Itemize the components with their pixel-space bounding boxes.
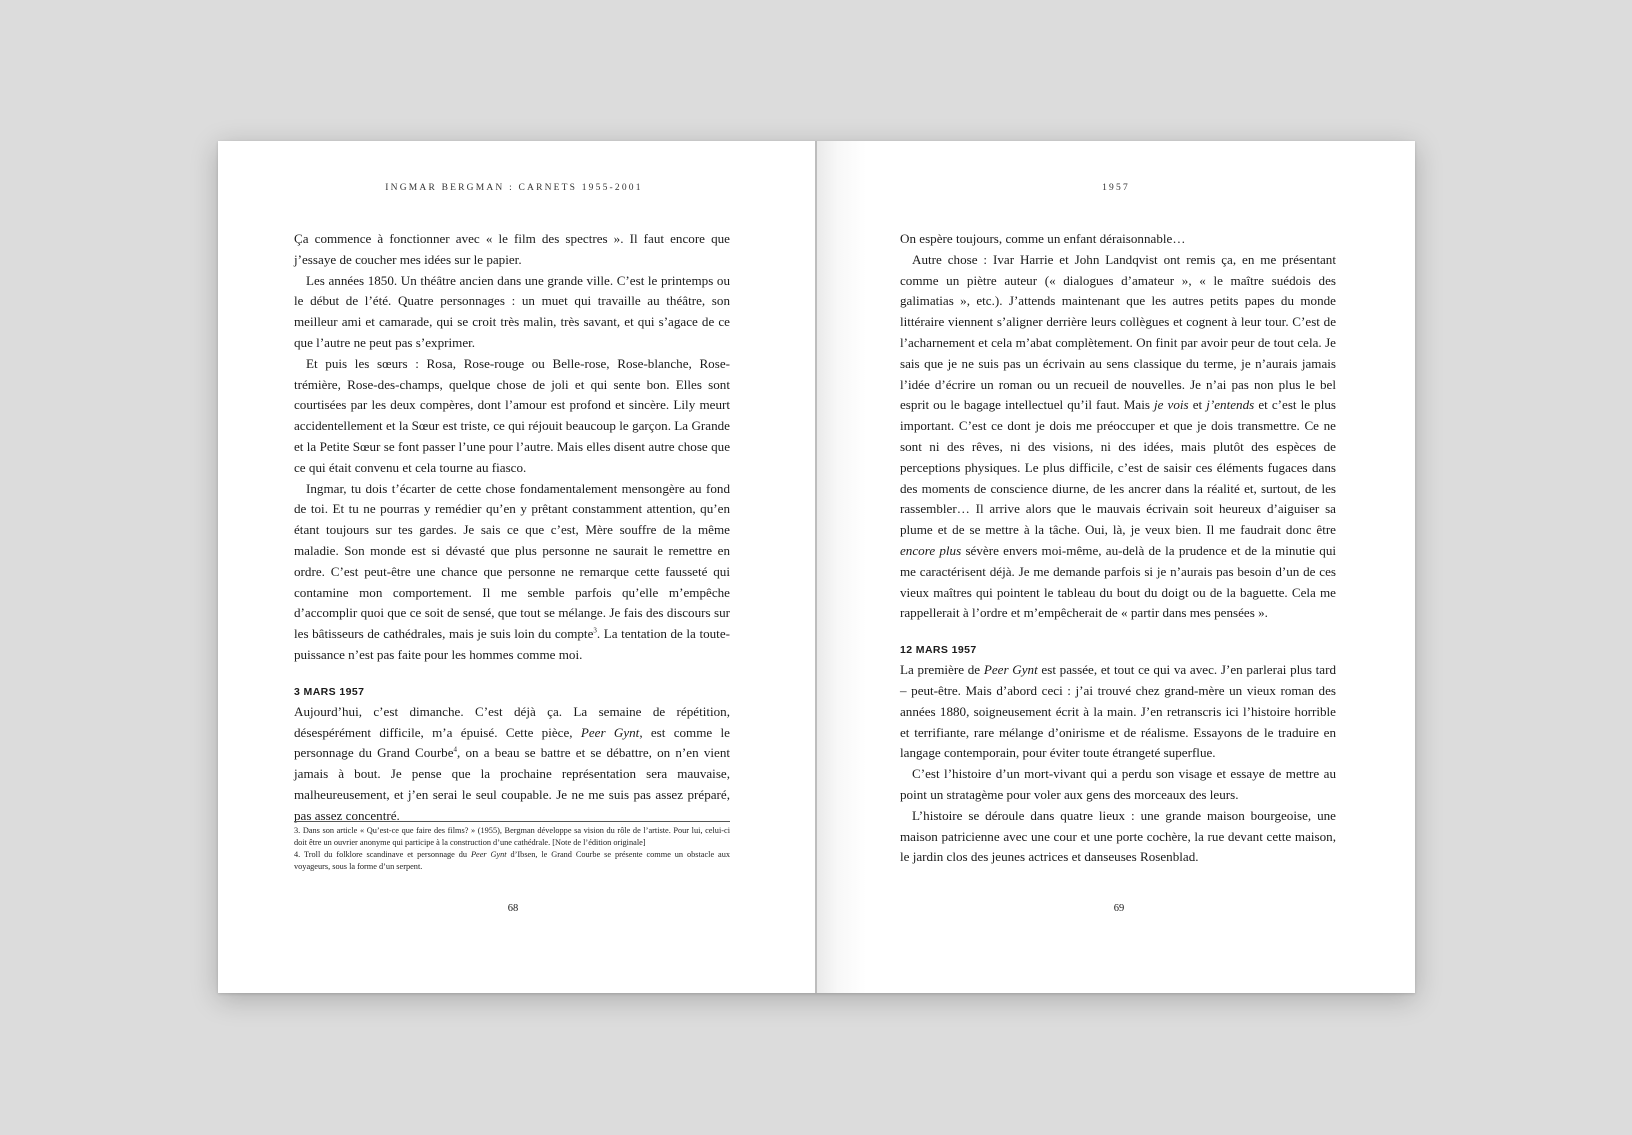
italic-phrase: encore plus: [900, 542, 962, 558]
italic-phrase: je vois: [1154, 397, 1189, 413]
page-number: 69: [1113, 903, 1125, 914]
date-heading: 12 MARS 1957: [900, 644, 977, 657]
page-body: [900, 229, 1336, 868]
right-page: [816, 141, 1415, 993]
running-head: 1957: [1102, 183, 1130, 193]
paragraph: On espère toujours, comme un enfant déraisonnable…: [900, 231, 1186, 246]
paragraph-text: sévère envers moi-même, au-delà de la prudence et de la minutie qui me caractérisent déjà. Je me demande parfois si je n’aurais pas besoin d’un de ces vieux maîtres qui pointent le tableau du bout du doigt ou de la baguette. Cela me rappellerait à l’ordre et m’empêcherait de « partir dans mes pensées ».: [900, 542, 1336, 621]
paragraph: [294, 702, 730, 827]
paragraph-text: et: [1188, 397, 1207, 413]
footnotes: [294, 821, 730, 873]
paragraph-text: . La tentation de la toute-puissance n’est pas faite pour les hommes comme moi.: [294, 626, 730, 662]
footnote: 3. Dans son article « Qu’est-ce que faire des films? » (1955), Bergman développe sa vision du rôle de l’artiste. Pour lui, celui-ci doit être un ouvrier anonyme qui participe à la construction d’une cathédrale. [Note de l’édition originale]: [294, 826, 730, 848]
paragraph-text: est passée, et tout ce qui va avec. J’en parlerai plus tard – peut-être. Mais d’abord ceci : j’ai trouvé chez grand-mère un vieux roman des années 1880, soigneusement écrit à la main. J’en retranscris ici l’histoire horrible et terrifiante, rare mélange d’onirisme et de réalisme. Essayons de le traduire en langage contemporain, pour éviter toute étrangeté superflue.: [900, 662, 1336, 761]
date-heading: 3 MARS 1957: [294, 685, 365, 698]
paragraph-text: Aujourd’hui, c’est dimanche. C’est déjà ça. La semaine de répétition, désespérément difficile, m’a épuisé. Cette pièce,: [294, 703, 730, 740]
footnote-text: d’Ibsen, le Grand Courbe se présente comme un obstacle aux voyageurs, sous la forme d’un serpent.: [294, 850, 731, 872]
footnote: [294, 849, 730, 873]
page-number: 68: [507, 903, 519, 914]
paragraph: C’est l’histoire d’un mort-vivant qui a perdu son visage et essaye de mettre au point un stratagème pour voler aux gens des morceaux des leurs.: [900, 766, 1336, 802]
paragraph: [294, 479, 730, 666]
paragraph: Les années 1850. Un théâtre ancien dans une grande ville. C’est le printemps ou le début de l’été. Quatre personnages : un muet qui travaille au théâtre, son meilleur ami et camarade, qui se croit très malin, très savant, et qui s’agace de ce que l’autre ne peut pas s’exprimer.: [294, 272, 730, 350]
gutter: [815, 141, 817, 993]
footnote-ref: 3: [593, 626, 597, 635]
italic-title: Peer Gynt: [470, 850, 507, 860]
italic-title: Peer Gynt: [580, 724, 640, 740]
footnote-ref: 4: [453, 745, 458, 754]
book-spread: [218, 141, 1415, 993]
paragraph: [900, 250, 1336, 624]
italic-phrase: j’entends: [1206, 397, 1255, 413]
footnote-text: 4. Troll du folklore scandinave et personnage du: [294, 850, 471, 860]
paragraph: L’histoire se déroule dans quatre lieux : une grande maison bourgeoise, une maison patricienne avec une cour et une porte cochère, la rue devant cette maison, le jardin clos des jeunes actrices et danseuses Rosenblad.: [900, 807, 1336, 865]
paragraph-text: et c’est le plus important. C’est ce dont je dois me préoccuper et que je dois transmettre. Ce ne sont ni des rêves, ni des visions, ni des idées, mais plutôt des espèces de perceptions physiques. Le plus difficile, c’est de saisir ces éléments fugaces dans des moments de conscience diurne, de les ancrer dans la réalité et, surtout, de les rassembler… Il arrive alors que le mauvais écrivain soit heureux d’aiguiser sa plume et de se mettre à la tâche. Oui, là, je veux bien. Il me faudrait donc être: [900, 397, 1336, 538]
paragraph: [900, 660, 1336, 764]
paragraph-text: Ingmar, tu dois t’écarter de cette chose fondamentalement mensongère au fond de toi. Et tu ne pourras y remédier qu’en y prêtant constamment attention, qu’en étant toujours sur tes gardes. Je sais ce que c’est, Mère souffre de la même maladie. Son monde est si dévasté que plus personne ne saurait le remettre en ordre. C’est peut-être une chance que personne ne remarque cette fausseté qui contamine mon comportement. Il me semble parfois qu’elle m’empêche d’accomplir quoi que ce soit de sensé, que tout se mélange. Je fais des discours sur les bâtisseurs de cathédrales, mais je suis loin du compte: [294, 480, 730, 642]
italic-title: Peer Gynt: [983, 662, 1038, 678]
paragraph: Et puis les sœurs : Rosa, Rose-rouge ou Belle-rose, Rose-blanche, Rose-trémière, Rose-des-champs, quelque chose de joli et qui sente bon. Elles sont courtisées par les deux compères, dont l’amour est profond et sincère. Lily meurt accidentellement et la Sœur est triste, ce qui réjouit beaucoup le garçon. La Grande et la Petite Sœur se font passer l’une pour l’autre. Mais elles disent autre chose que ce qui était convenu et cela tourne au fiasco.: [294, 355, 730, 475]
left-page: [218, 141, 816, 993]
paragraph-text: La première de: [900, 662, 984, 678]
paragraph-text: Autre chose : Ivar Harrie et John Landqvist ont remis ça, en me présentant comme un piètre auteur (« dialogues d’amateur », « le maître suédois des galimatias », etc.). J’attends maintenant que les autres petits papes du monde littéraire viennent s’aligner derrière leurs collègues et cognent à leur tour. C’est de l’acharnement et cela m’abat complètement. On finit par avoir peur de tout cela. Je sais que je ne suis pas un écrivain au sens classique du terme, je n’aurais jamais l’idée d’écrire un roman ou un recueil de nouvelles. Je n’ai pas non plus le bel esprit ou le bagage intellectuel qu’il faut. Mais: [900, 251, 1336, 413]
paragraph-text: , on a beau se battre et se débattre, on n’en vient jamais à bout. Je pense que la prochaine représentation sera mauvaise, malheureusement, et j’en serai le seul coupable. Je ne me suis pas assez préparé, pas assez concentré.: [294, 745, 731, 823]
paragraph-text: , est comme le personnage du Grand Courbe: [294, 724, 730, 761]
paragraph: Ça commence à fonctionner avec « le film des spectres ». Il faut encore que j’essaye de coucher mes idées sur le papier.: [294, 231, 730, 267]
page-body: [294, 229, 730, 827]
running-head: INGMAR BERGMAN : CARNETS 1955-2001: [385, 183, 643, 193]
